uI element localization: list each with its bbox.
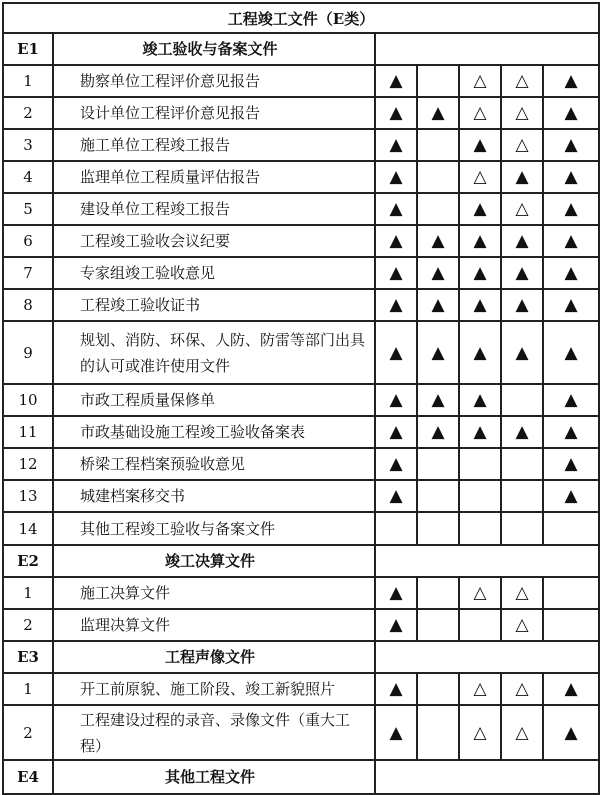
- document-name: 工程建设过程的录音、录像文件（重大工程）: [53, 705, 375, 760]
- section-name: 竣工决算文件: [53, 545, 375, 577]
- row-number: 1: [3, 577, 53, 609]
- empty-mark-cell: [417, 480, 459, 512]
- empty-mark-cell: [417, 65, 459, 97]
- hollow-triangle-icon: △: [501, 705, 543, 760]
- document-name: 监理决算文件: [53, 609, 375, 641]
- hollow-triangle-icon: △: [459, 97, 501, 129]
- table-title: 工程竣工文件（E类）: [3, 3, 599, 33]
- filled-triangle-icon: ▲: [543, 384, 599, 416]
- section-name: 工程声像文件: [53, 641, 375, 673]
- row-number: 2: [3, 705, 53, 760]
- document-name: 施工决算文件: [53, 577, 375, 609]
- empty-mark-cell: [375, 512, 417, 545]
- filled-triangle-icon: ▲: [375, 480, 417, 512]
- section-empty-cell: [375, 545, 599, 577]
- row-number: 1: [3, 673, 53, 705]
- hollow-triangle-icon: △: [459, 65, 501, 97]
- empty-mark-cell: [417, 512, 459, 545]
- empty-mark-cell: [417, 448, 459, 480]
- empty-mark-cell: [417, 129, 459, 161]
- document-name: 市政工程质量保修单: [53, 384, 375, 416]
- section-empty-cell: [375, 33, 599, 65]
- document-name: 规划、消防、环保、人防、防雷等部门出具的认可或准许使用文件: [53, 321, 375, 384]
- hollow-triangle-icon: △: [459, 673, 501, 705]
- table-row: [3, 129, 599, 161]
- row-number: 4: [3, 161, 53, 193]
- empty-mark-cell: [417, 193, 459, 225]
- empty-mark-cell: [459, 609, 501, 641]
- row-number: 10: [3, 384, 53, 416]
- filled-triangle-icon: ▲: [543, 129, 599, 161]
- row-number: 9: [3, 321, 53, 384]
- table-row: [3, 512, 599, 545]
- filled-triangle-icon: ▲: [459, 416, 501, 448]
- filled-triangle-icon: ▲: [501, 321, 543, 384]
- row-number: 2: [3, 609, 53, 641]
- filled-triangle-icon: ▲: [375, 65, 417, 97]
- filled-triangle-icon: ▲: [543, 480, 599, 512]
- filled-triangle-icon: ▲: [375, 225, 417, 257]
- table-row: [3, 673, 599, 705]
- filled-triangle-icon: ▲: [375, 129, 417, 161]
- filled-triangle-icon: ▲: [417, 321, 459, 384]
- empty-mark-cell: [501, 480, 543, 512]
- filled-triangle-icon: ▲: [375, 161, 417, 193]
- empty-mark-cell: [501, 384, 543, 416]
- table-row: [3, 448, 599, 480]
- empty-mark-cell: [501, 512, 543, 545]
- filled-triangle-icon: ▲: [375, 289, 417, 321]
- filled-triangle-icon: ▲: [459, 193, 501, 225]
- filled-triangle-icon: ▲: [375, 97, 417, 129]
- table-row: [3, 193, 599, 225]
- empty-mark-cell: [459, 448, 501, 480]
- document-name: 桥梁工程档案预验收意见: [53, 448, 375, 480]
- filled-triangle-icon: ▲: [501, 289, 543, 321]
- table-row: [3, 225, 599, 257]
- filled-triangle-icon: ▲: [417, 384, 459, 416]
- filled-triangle-icon: ▲: [501, 225, 543, 257]
- section-empty-cell: [375, 760, 599, 794]
- filled-triangle-icon: ▲: [417, 416, 459, 448]
- filled-triangle-icon: ▲: [543, 289, 599, 321]
- row-number: 14: [3, 512, 53, 545]
- empty-mark-cell: [459, 480, 501, 512]
- document-name: 市政基础设施工程竣工验收备案表: [53, 416, 375, 448]
- empty-mark-cell: [459, 512, 501, 545]
- filled-triangle-icon: ▲: [375, 448, 417, 480]
- empty-mark-cell: [417, 673, 459, 705]
- table-row: [3, 65, 599, 97]
- filled-triangle-icon: ▲: [417, 289, 459, 321]
- filled-triangle-icon: ▲: [459, 257, 501, 289]
- filled-triangle-icon: ▲: [543, 161, 599, 193]
- table-row: [3, 257, 599, 289]
- table-body: [3, 3, 599, 794]
- filled-triangle-icon: ▲: [375, 416, 417, 448]
- row-number: 11: [3, 416, 53, 448]
- hollow-triangle-icon: △: [501, 673, 543, 705]
- filled-triangle-icon: ▲: [417, 225, 459, 257]
- document-name: 专家组竣工验收意见: [53, 257, 375, 289]
- section-header-row: [3, 641, 599, 673]
- table-row: [3, 161, 599, 193]
- row-number: 6: [3, 225, 53, 257]
- filled-triangle-icon: ▲: [501, 416, 543, 448]
- filled-triangle-icon: ▲: [543, 448, 599, 480]
- hollow-triangle-icon: △: [459, 161, 501, 193]
- filled-triangle-icon: ▲: [375, 321, 417, 384]
- hollow-triangle-icon: △: [459, 705, 501, 760]
- row-number: 2: [3, 97, 53, 129]
- section-header-row: [3, 33, 599, 65]
- filled-triangle-icon: ▲: [543, 257, 599, 289]
- filled-triangle-icon: ▲: [375, 577, 417, 609]
- hollow-triangle-icon: △: [459, 577, 501, 609]
- row-number: 13: [3, 480, 53, 512]
- filled-triangle-icon: ▲: [459, 321, 501, 384]
- document-name: 工程竣工验收会议纪要: [53, 225, 375, 257]
- table-row: [3, 705, 599, 760]
- empty-mark-cell: [417, 609, 459, 641]
- section-code: E1: [3, 33, 53, 65]
- empty-mark-cell: [543, 512, 599, 545]
- document-name: 建设单位工程竣工报告: [53, 193, 375, 225]
- filled-triangle-icon: ▲: [375, 257, 417, 289]
- empty-mark-cell: [543, 609, 599, 641]
- empty-mark-cell: [501, 448, 543, 480]
- document-name: 开工前原貌、施工阶段、竣工新貌照片: [53, 673, 375, 705]
- filled-triangle-icon: ▲: [375, 705, 417, 760]
- table-row: [3, 384, 599, 416]
- section-header-row: [3, 545, 599, 577]
- archive-table: [2, 2, 600, 795]
- filled-triangle-icon: ▲: [543, 321, 599, 384]
- filled-triangle-icon: ▲: [459, 289, 501, 321]
- document-name: 城建档案移交书: [53, 480, 375, 512]
- filled-triangle-icon: ▲: [375, 193, 417, 225]
- section-code: E3: [3, 641, 53, 673]
- filled-triangle-icon: ▲: [501, 161, 543, 193]
- table-row: [3, 609, 599, 641]
- filled-triangle-icon: ▲: [459, 384, 501, 416]
- document-name: 施工单位工程竣工报告: [53, 129, 375, 161]
- filled-triangle-icon: ▲: [543, 705, 599, 760]
- empty-mark-cell: [417, 705, 459, 760]
- filled-triangle-icon: ▲: [417, 97, 459, 129]
- row-number: 3: [3, 129, 53, 161]
- empty-mark-cell: [543, 577, 599, 609]
- section-empty-cell: [375, 641, 599, 673]
- table-row: [3, 577, 599, 609]
- filled-triangle-icon: ▲: [543, 193, 599, 225]
- hollow-triangle-icon: △: [501, 97, 543, 129]
- hollow-triangle-icon: △: [501, 577, 543, 609]
- row-number: 1: [3, 65, 53, 97]
- filled-triangle-icon: ▲: [375, 673, 417, 705]
- filled-triangle-icon: ▲: [417, 257, 459, 289]
- filled-triangle-icon: ▲: [501, 257, 543, 289]
- table-row: [3, 97, 599, 129]
- row-number: 5: [3, 193, 53, 225]
- filled-triangle-icon: ▲: [543, 673, 599, 705]
- table-row: [3, 416, 599, 448]
- empty-mark-cell: [417, 161, 459, 193]
- hollow-triangle-icon: △: [501, 129, 543, 161]
- table-row: [3, 480, 599, 512]
- hollow-triangle-icon: △: [501, 609, 543, 641]
- section-name: 其他工程文件: [53, 760, 375, 794]
- filled-triangle-icon: ▲: [375, 384, 417, 416]
- document-name: 其他工程竣工验收与备案文件: [53, 512, 375, 545]
- hollow-triangle-icon: △: [501, 65, 543, 97]
- hollow-triangle-icon: △: [501, 193, 543, 225]
- table-row: [3, 289, 599, 321]
- filled-triangle-icon: ▲: [543, 65, 599, 97]
- filled-triangle-icon: ▲: [459, 225, 501, 257]
- row-number: 7: [3, 257, 53, 289]
- document-name: 监理单位工程质量评估报告: [53, 161, 375, 193]
- filled-triangle-icon: ▲: [459, 129, 501, 161]
- empty-mark-cell: [417, 577, 459, 609]
- section-name: 竣工验收与备案文件: [53, 33, 375, 65]
- row-number: 12: [3, 448, 53, 480]
- document-name: 设计单位工程评价意见报告: [53, 97, 375, 129]
- document-name: 工程竣工验收证书: [53, 289, 375, 321]
- section-header-row: [3, 760, 599, 794]
- filled-triangle-icon: ▲: [543, 225, 599, 257]
- filled-triangle-icon: ▲: [543, 97, 599, 129]
- section-code: E4: [3, 760, 53, 794]
- filled-triangle-icon: ▲: [375, 609, 417, 641]
- table-title-row: [3, 3, 599, 33]
- row-number: 8: [3, 289, 53, 321]
- document-name: 勘察单位工程评价意见报告: [53, 65, 375, 97]
- section-code: E2: [3, 545, 53, 577]
- filled-triangle-icon: ▲: [543, 416, 599, 448]
- table-row: [3, 321, 599, 384]
